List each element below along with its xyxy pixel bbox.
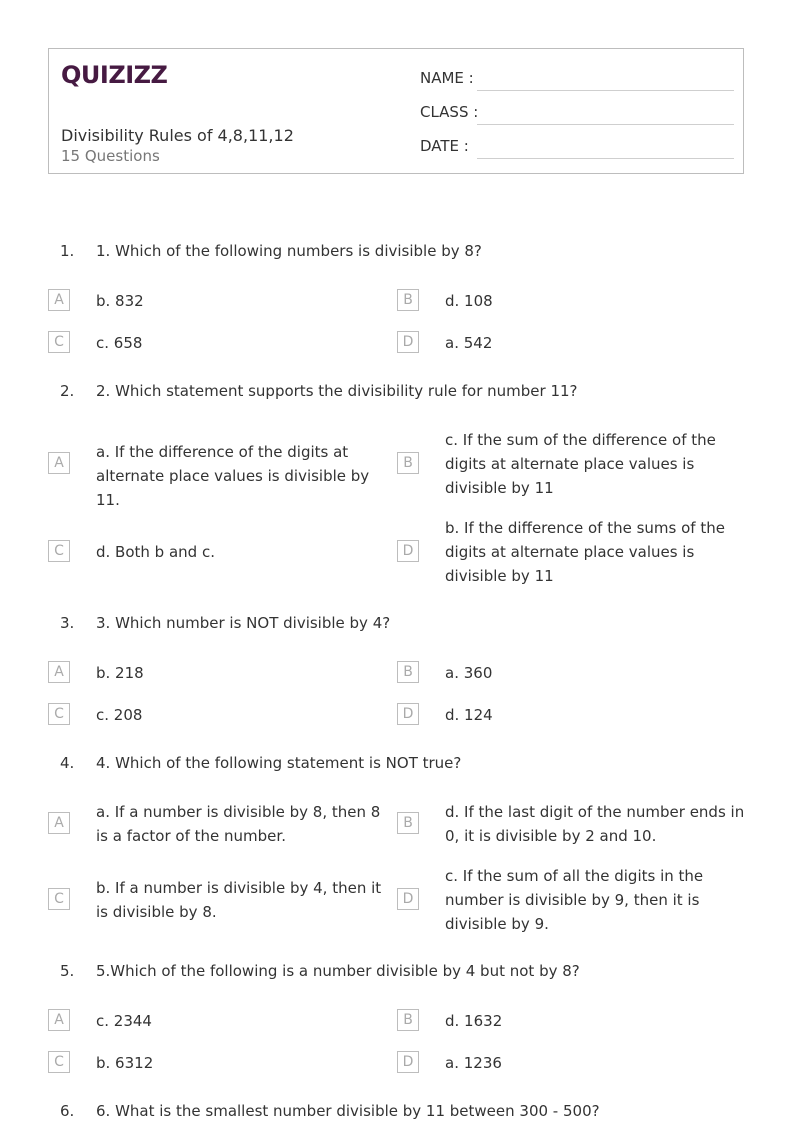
option-c-box[interactable]: C — [48, 540, 70, 562]
option-c-text: c. 208 — [96, 706, 143, 724]
option-d-text: c. If the sum of all the digits in the number is divisible by 9, then it is divisible by 9. — [445, 867, 704, 933]
date-field[interactable] — [420, 137, 734, 159]
option-a-text: a. If the difference of the digits at alternate place values is divisible by 11. — [96, 443, 370, 509]
option-a-text: c. 2344 — [96, 1012, 152, 1030]
question-number: 5. — [60, 962, 75, 980]
class-label: CLASS : — [420, 103, 479, 121]
question-text: 5.Which of the following is a number divisible by 4 but not by 8? — [96, 962, 580, 980]
question-text: 3. Which number is NOT divisible by 4? — [96, 614, 391, 632]
date-label: DATE : — [420, 137, 469, 155]
option-b-text: c. If the sum of the difference of the digits at alternate place values is divisible by 11 — [445, 431, 716, 497]
option-b-box[interactable]: B — [397, 289, 419, 311]
option-c-box[interactable]: C — [48, 1051, 70, 1073]
question-number: 3. — [60, 614, 75, 632]
option-d-text: a. 542 — [445, 334, 493, 352]
option-b-box[interactable]: B — [397, 812, 419, 834]
question-number: 4. — [60, 754, 75, 772]
option-d-box[interactable]: D — [397, 1051, 419, 1073]
option-b-box[interactable]: B — [397, 661, 419, 683]
option-c-box[interactable]: C — [48, 888, 70, 910]
question-text: 2. Which statement supports the divisibility rule for number 11? — [96, 382, 578, 400]
question-count: 15 Questions — [61, 147, 160, 165]
class-line[interactable] — [477, 124, 734, 125]
option-c-text: d. Both b and c. — [96, 543, 215, 561]
question-number: 1. — [60, 242, 75, 260]
name-field[interactable] — [420, 69, 734, 91]
question-number: 2. — [60, 382, 75, 400]
option-c-text: c. 658 — [96, 334, 143, 352]
option-a-text: b. 832 — [96, 292, 144, 310]
date-line[interactable] — [477, 158, 734, 159]
option-b-text: d. 1632 — [445, 1012, 503, 1030]
question-text: 1. Which of the following numbers is divisible by 8? — [96, 242, 482, 260]
option-d-box[interactable]: D — [397, 888, 419, 910]
option-c-box[interactable]: C — [48, 331, 70, 353]
option-b-text: d. 108 — [445, 292, 493, 310]
option-b-text: a. 360 — [445, 664, 493, 682]
option-a-box[interactable]: A — [48, 661, 70, 683]
option-d-text: a. 1236 — [445, 1054, 502, 1072]
option-c-text: b. 6312 — [96, 1054, 154, 1072]
option-b-text: d. If the last digit of the number ends in 0, it is divisible by 2 and 10. — [445, 803, 745, 845]
option-d-text: b. If the difference of the sums of the digits at alternate place values is divisible by 11 — [445, 519, 725, 585]
name-line[interactable] — [477, 90, 734, 91]
option-a-text: a. If a number is divisible by 8, then 8 is a factor of the number. — [96, 803, 381, 845]
question-number: 6. — [60, 1102, 75, 1120]
option-c-text: b. If a number is divisible by 4, then it is divisible by 8. — [96, 879, 382, 921]
option-d-text: d. 124 — [445, 706, 493, 724]
option-d-box[interactable]: D — [397, 331, 419, 353]
class-field[interactable] — [420, 103, 734, 125]
option-a-box[interactable]: A — [48, 289, 70, 311]
option-b-box[interactable]: B — [397, 452, 419, 474]
question-text: 6. What is the smallest number divisible by 11 between 300 - 500? — [96, 1102, 600, 1120]
worksheet-title: Divisibility Rules of 4,8,11,12 — [61, 126, 294, 145]
option-d-box[interactable]: D — [397, 703, 419, 725]
worksheet-header — [48, 48, 744, 174]
option-d-box[interactable]: D — [397, 540, 419, 562]
option-a-text: b. 218 — [96, 664, 144, 682]
name-label: NAME : — [420, 69, 474, 87]
option-c-box[interactable]: C — [48, 703, 70, 725]
option-a-box[interactable]: A — [48, 452, 70, 474]
option-a-box[interactable]: A — [48, 812, 70, 834]
option-a-box[interactable]: A — [48, 1009, 70, 1031]
question-text: 4. Which of the following statement is NOT true? — [96, 754, 462, 772]
option-b-box[interactable]: B — [397, 1009, 419, 1031]
quizizz-logo: QUIZIZZ — [61, 61, 168, 89]
